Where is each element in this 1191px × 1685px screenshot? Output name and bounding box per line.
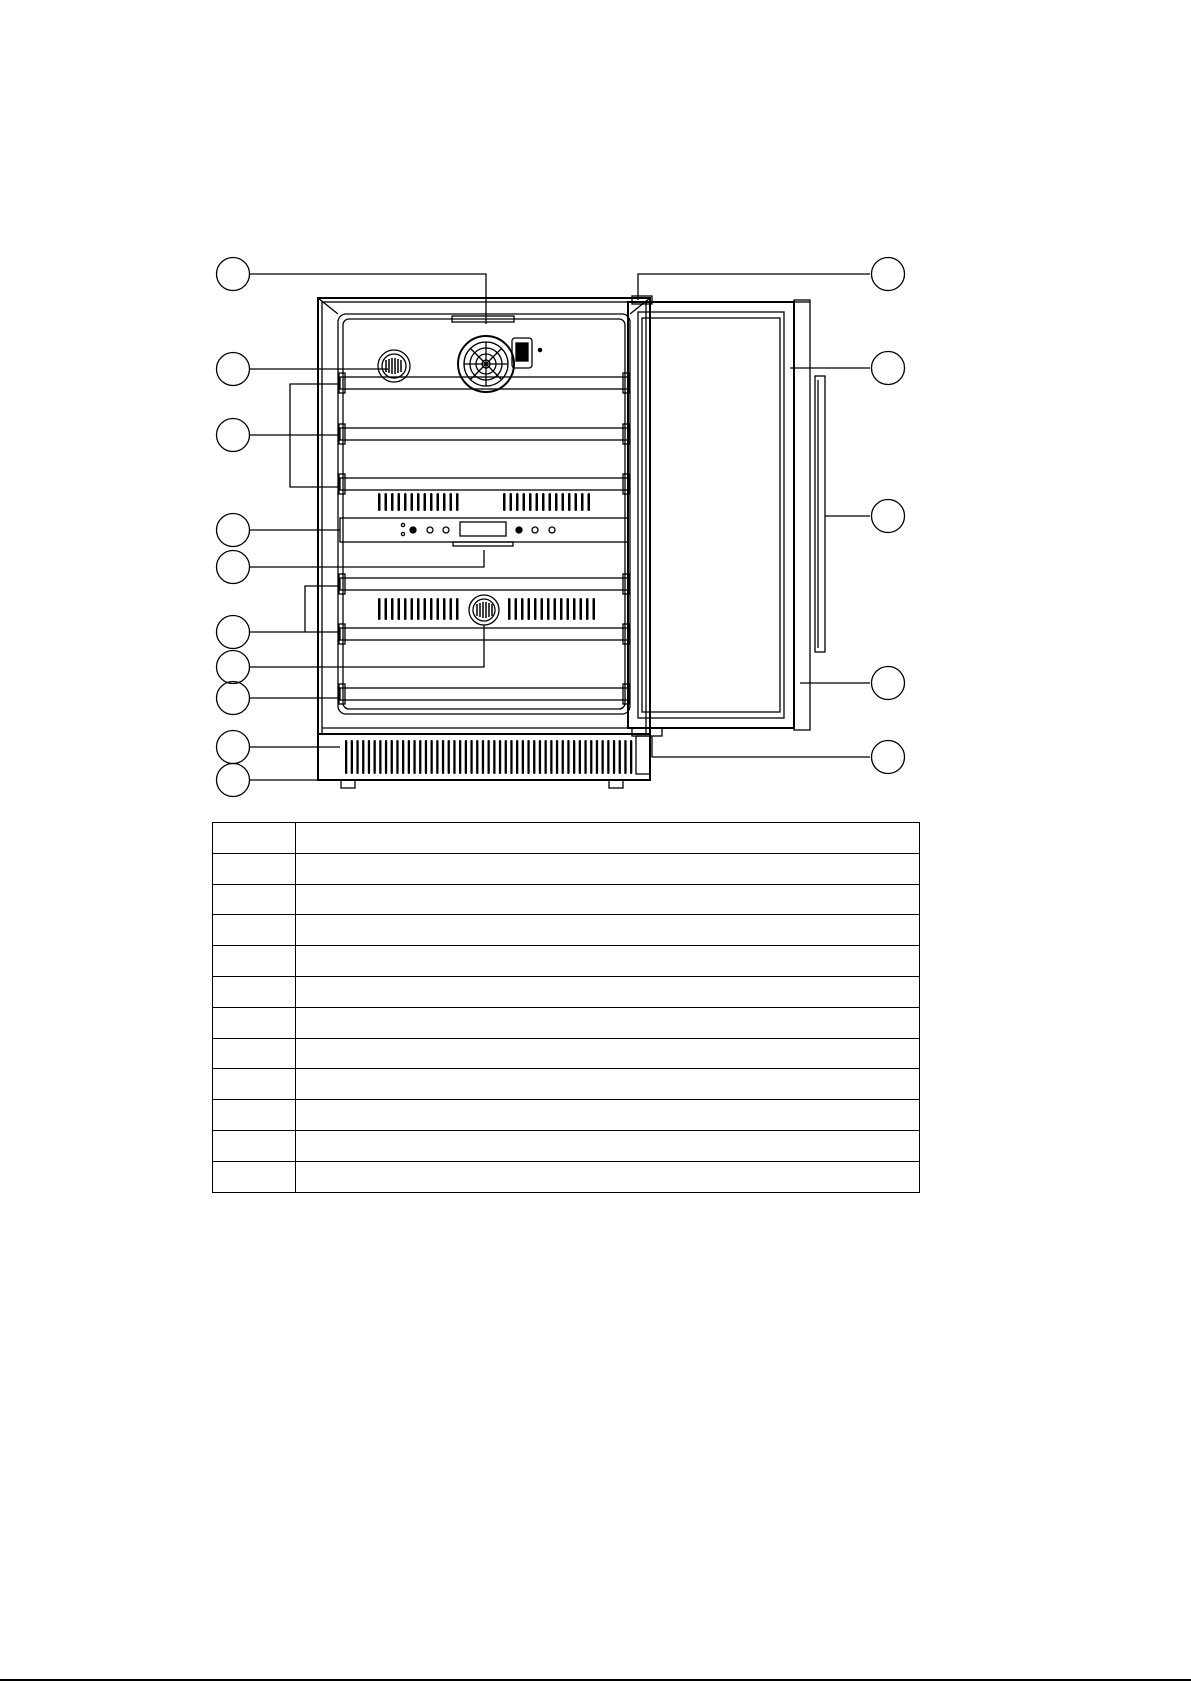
- vent-slot: [450, 493, 453, 511]
- vent-slot: [379, 740, 381, 774]
- vent-slot: [351, 740, 353, 774]
- vent-slot: [442, 740, 444, 774]
- vent-slot: [404, 493, 407, 511]
- vent-slot: [541, 598, 544, 620]
- vent-slot: [545, 740, 547, 774]
- vent-slot: [542, 493, 545, 511]
- indicator-icon: [401, 523, 404, 526]
- vent-slot: [584, 740, 586, 774]
- table-row: [213, 915, 920, 946]
- unit-button-icon[interactable]: [532, 527, 538, 533]
- table-row: [213, 1130, 920, 1161]
- vent-slot: [385, 740, 387, 774]
- vent-slot: [534, 598, 537, 620]
- part-number-cell: [213, 884, 296, 915]
- table-row: [213, 1069, 920, 1100]
- vent-slot: [448, 740, 450, 774]
- cabinet: [318, 298, 650, 780]
- vent-slot: [378, 598, 381, 620]
- part-number-cell: [213, 1038, 296, 1069]
- vent-slot: [453, 740, 455, 774]
- part-number-cell: [213, 1069, 296, 1100]
- part-description-cell: [296, 1100, 920, 1131]
- vent-slot: [522, 740, 524, 774]
- vent-slot: [430, 598, 433, 620]
- callout-circle: [872, 258, 905, 291]
- vent-slots: [345, 493, 632, 774]
- part-number-cell: [213, 1100, 296, 1131]
- vent-slot: [556, 740, 558, 774]
- table-row: [213, 1038, 920, 1069]
- part-number-cell: [213, 853, 296, 884]
- vent-slot: [560, 598, 563, 620]
- vent-slot: [547, 598, 550, 620]
- callout-circle: [217, 651, 250, 684]
- part-number-cell: [213, 1007, 296, 1038]
- vent-slot: [396, 740, 398, 774]
- part-description-cell: [296, 915, 920, 946]
- part-number-cell: [213, 823, 296, 854]
- vent-slot: [385, 598, 388, 620]
- callout-circle: [217, 731, 250, 764]
- leveling-feet: [341, 780, 623, 788]
- vent-slot: [568, 493, 571, 511]
- callouts-right: [872, 258, 905, 774]
- part-number-cell: [213, 1130, 296, 1161]
- vent-slot: [437, 493, 440, 511]
- vent-slot: [555, 493, 558, 511]
- vent-slot: [456, 598, 459, 620]
- table-row: [213, 946, 920, 977]
- vent-slot: [510, 493, 513, 511]
- display-window: [460, 522, 506, 536]
- vent-slot: [459, 740, 461, 774]
- part-number-cell: [213, 1161, 296, 1192]
- vent-slot: [398, 493, 401, 511]
- rear-fan-icon: [458, 336, 514, 392]
- vent-slot: [508, 598, 511, 620]
- part-description-cell: [296, 1007, 920, 1038]
- vent-slot: [476, 740, 478, 774]
- part-description-cell: [296, 1161, 920, 1192]
- vent-slot: [465, 740, 467, 774]
- door-handle[interactable]: [815, 376, 825, 652]
- vent-slot: [503, 493, 506, 511]
- vent-slot: [588, 493, 591, 511]
- vent-slot: [575, 493, 578, 511]
- table-row: [213, 884, 920, 915]
- vent-slot: [521, 598, 524, 620]
- vent-slot: [630, 740, 632, 774]
- vent-slot: [402, 740, 404, 774]
- lock-button-icon[interactable]: [427, 527, 433, 533]
- vent-slot: [456, 493, 459, 511]
- light-button-icon[interactable]: [410, 527, 416, 533]
- vent-slot: [567, 598, 570, 620]
- vent-slot: [356, 740, 358, 774]
- vent-slot: [602, 740, 604, 774]
- vent-slot: [493, 740, 495, 774]
- vent-slot: [529, 493, 532, 511]
- callout-circle: [872, 352, 905, 385]
- vent-slot: [374, 740, 376, 774]
- vent-slot: [437, 598, 440, 620]
- vent-slot: [419, 740, 421, 774]
- vent-slot: [398, 598, 401, 620]
- control-panel: [340, 518, 628, 546]
- vent-slot: [528, 598, 531, 620]
- vent-slot: [368, 740, 370, 774]
- callout-circle: [217, 353, 250, 386]
- part-description-cell: [296, 1038, 920, 1069]
- vent-slot: [404, 598, 407, 620]
- vent-slot: [607, 740, 609, 774]
- vent-slot: [431, 740, 433, 774]
- vent-slot: [391, 740, 393, 774]
- part-description-cell: [296, 884, 920, 915]
- part-number-cell: [213, 915, 296, 946]
- vent-slot: [613, 740, 615, 774]
- callout-circle: [872, 667, 905, 700]
- vent-slot: [516, 493, 519, 511]
- part-description-cell: [296, 1130, 920, 1161]
- vent-slot: [567, 740, 569, 774]
- part-description-cell: [296, 946, 920, 977]
- vent-slot: [562, 740, 564, 774]
- vent-slot: [516, 740, 518, 774]
- power-button-icon[interactable]: [549, 527, 555, 533]
- part-number-cell: [213, 976, 296, 1007]
- vent-slot: [436, 740, 438, 774]
- vent-slot: [411, 493, 414, 511]
- vent-slot: [579, 740, 581, 774]
- lower-vent-icon: [469, 595, 499, 625]
- page-bottom-rule: [0, 1679, 1191, 1681]
- callout-circle: [217, 419, 250, 452]
- vent-slot: [385, 493, 388, 511]
- vent-slot: [488, 740, 490, 774]
- vent-slot: [619, 740, 621, 774]
- vent-slot: [482, 740, 484, 774]
- table-row: [213, 1100, 920, 1131]
- callouts-left: [217, 258, 250, 797]
- vent-slot: [586, 598, 589, 620]
- vent-slot: [550, 740, 552, 774]
- table-row: [213, 1161, 920, 1192]
- part-number-cell: [213, 946, 296, 977]
- vent-slot: [391, 598, 394, 620]
- callout-circle: [872, 741, 905, 774]
- table-row: [213, 823, 920, 854]
- vent-slot: [510, 740, 512, 774]
- callout-circle: [217, 616, 250, 649]
- vent-slot: [345, 740, 347, 774]
- table-row: [213, 853, 920, 884]
- table-row: [213, 1007, 920, 1038]
- interior-light: [453, 542, 513, 546]
- part-description-cell: [296, 976, 920, 1007]
- callout-circle: [217, 258, 250, 291]
- vent-slot: [362, 740, 364, 774]
- vent-slot: [562, 493, 565, 511]
- part-description-cell: [296, 1069, 920, 1100]
- vent-slot: [505, 740, 507, 774]
- vent-slot: [408, 740, 410, 774]
- vent-slot: [425, 740, 427, 774]
- vent-slot: [411, 598, 414, 620]
- door: [628, 296, 810, 774]
- vent-slot: [573, 598, 576, 620]
- appliance-diagram: [0, 0, 1191, 820]
- vent-slot: [424, 493, 427, 511]
- vent-slot: [430, 493, 433, 511]
- vent-slot: [539, 740, 541, 774]
- vent-slot: [378, 493, 381, 511]
- vent-slot: [391, 493, 394, 511]
- callout-circle: [217, 764, 250, 797]
- vent-slot: [417, 598, 420, 620]
- vent-slot: [413, 740, 415, 774]
- table-row: [213, 976, 920, 1007]
- vent-slot: [515, 598, 518, 620]
- vent-slot: [527, 740, 529, 774]
- vent-slot: [443, 493, 446, 511]
- vent-slot: [580, 598, 583, 620]
- vent-slot: [443, 598, 446, 620]
- vent-slot: [533, 740, 535, 774]
- up-button-icon[interactable]: [516, 527, 522, 533]
- vent-slot: [593, 598, 596, 620]
- indicator-icon: [401, 532, 404, 535]
- vent-slot: [596, 740, 598, 774]
- control-box-icon: [512, 338, 542, 368]
- vent-slot: [536, 493, 539, 511]
- vent-slot: [424, 598, 427, 620]
- down-button-icon[interactable]: [443, 527, 449, 533]
- vent-slot: [417, 493, 420, 511]
- parts-table: [212, 822, 920, 1193]
- vent-slot: [554, 598, 557, 620]
- vent-slot: [624, 740, 626, 774]
- vent-slot: [581, 493, 584, 511]
- vent-slot: [450, 598, 453, 620]
- vent-slot: [499, 740, 501, 774]
- vent-slot: [470, 740, 472, 774]
- vent-slot: [523, 493, 526, 511]
- vent-slot: [549, 493, 552, 511]
- vent-slot: [573, 740, 575, 774]
- part-description-cell: [296, 823, 920, 854]
- vent-slot: [590, 740, 592, 774]
- callout-circle: [217, 514, 250, 547]
- callout-circle: [217, 551, 250, 584]
- callout-circle: [217, 682, 250, 715]
- part-description-cell: [296, 853, 920, 884]
- callout-circle: [872, 500, 905, 533]
